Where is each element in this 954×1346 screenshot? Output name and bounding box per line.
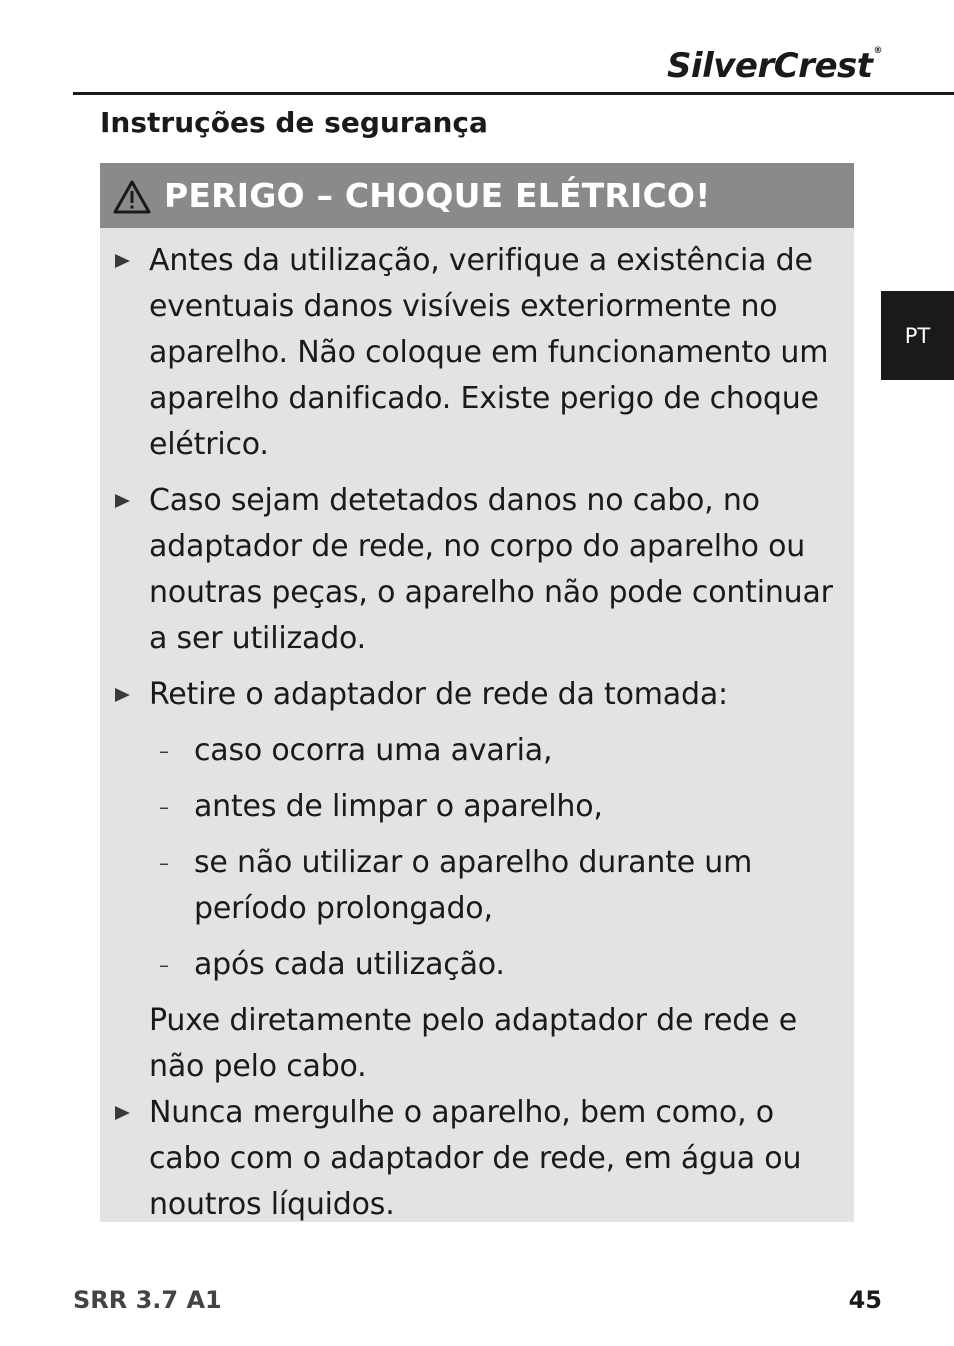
bullet-arrow-icon bbox=[115, 1106, 130, 1120]
dash-marker: – bbox=[159, 953, 169, 977]
list-item-text: Caso sejam detetados danos no cabo, no adaptador de rede, no corpo do aparelho ou noutras peças, o aparelho não pode continuar a ser utilizado. bbox=[149, 483, 833, 656]
warning-content bbox=[100, 238, 854, 1228]
dash-marker: – bbox=[159, 851, 169, 875]
footer-model: SRR 3.7 A1 bbox=[73, 1286, 222, 1314]
sub-list-item-text: caso ocorra uma avaria, bbox=[194, 733, 553, 768]
list-item bbox=[100, 1090, 854, 1228]
dash-marker: – bbox=[159, 739, 169, 763]
language-tab bbox=[881, 291, 954, 380]
sub-list-item bbox=[100, 784, 854, 830]
language-tab-label: PT bbox=[904, 323, 931, 348]
note-text: Puxe diretamente pelo adaptador de rede e não pelo cabo. bbox=[149, 1003, 797, 1084]
list-item-text: Nunca mergulhe o aparelho, bem como, o cabo com o adaptador de rede, em água ou noutros líquidos. bbox=[149, 1095, 802, 1222]
brand-name: SilverCrest bbox=[666, 46, 873, 86]
warning-header bbox=[100, 163, 854, 228]
sub-list-item-text: se não utilizar o aparelho durante um período prolongado, bbox=[194, 845, 753, 926]
registered-mark: ® bbox=[873, 46, 882, 56]
page-number: 45 bbox=[848, 1286, 882, 1314]
sub-list-item bbox=[100, 942, 854, 988]
brand-logo bbox=[560, 46, 882, 86]
sub-list-item bbox=[100, 840, 854, 932]
bullet-arrow-icon bbox=[115, 494, 130, 508]
sub-list-item-text: após cada utilização. bbox=[194, 947, 505, 982]
bullet-arrow-icon bbox=[115, 688, 130, 702]
list-item bbox=[100, 238, 854, 468]
warning-box bbox=[100, 163, 854, 1222]
sub-list-item bbox=[100, 728, 854, 774]
sub-list-item-text: antes de limpar o aparelho, bbox=[194, 789, 603, 824]
header-rule bbox=[73, 92, 954, 95]
warning-title: PERIGO – CHOQUE ELÉTRICO! bbox=[164, 176, 711, 215]
list-item bbox=[100, 672, 854, 718]
bullet-arrow-icon bbox=[115, 254, 130, 268]
list-item-text: Antes da utilização, verifique a existência de eventuais danos visíveis exteriormente no aparelho. Não coloque em funcionamento um aparelho danificado. Existe perigo de choque elétrico. bbox=[149, 243, 829, 462]
section-title: Instruções de segurança bbox=[100, 106, 488, 139]
list-item bbox=[100, 478, 854, 662]
warning-triangle-icon bbox=[112, 179, 152, 215]
dash-marker: – bbox=[159, 795, 169, 819]
list-item-text: Retire o adaptador de rede da tomada: bbox=[149, 677, 728, 712]
